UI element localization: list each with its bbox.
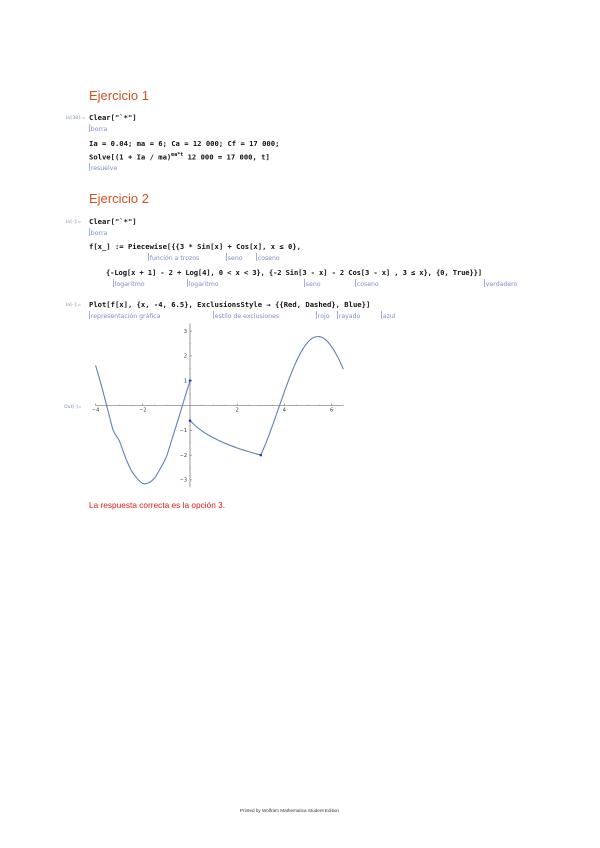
x-tick-label: 4 xyxy=(282,407,286,414)
ejercicio-2-title: Ejercicio 2 xyxy=(89,191,149,206)
hint-borra: borra xyxy=(90,126,108,133)
exclusion-point-2 xyxy=(189,419,192,422)
hint-logaritmo-2: logaritmo xyxy=(188,281,219,288)
hint-resuelve: resuelve xyxy=(90,165,118,172)
hint-borra-2: borra xyxy=(90,230,108,237)
code-line-params[interactable]: Ia = 0.04; ma = 6; Ca = 12 000; Cf = 17 000; xyxy=(89,139,280,148)
input-label: In[-]:= xyxy=(66,220,82,225)
x-tick-label: −4 xyxy=(91,407,100,414)
curve-segment-3 xyxy=(261,336,344,455)
y-tick-label: −2 xyxy=(179,452,187,459)
code-line-piecewise[interactable]: f[x_] := Piecewise[{{3 * Sin[x] + Cos[x], x ≤ 0}, xyxy=(89,242,302,251)
curve-segment-2 xyxy=(190,421,261,455)
input-label: In[38]:= xyxy=(66,116,86,121)
code-line-solve[interactable] xyxy=(89,152,270,161)
hint-rojo: rojo xyxy=(317,313,330,320)
y-tick-label: 2 xyxy=(183,353,187,360)
solve-prefix: Solve[(1 + Ia / ma) xyxy=(89,152,172,162)
hint-estilo-exclusiones: estilo de exclusiones xyxy=(214,313,280,320)
output-label: Out[-]= xyxy=(64,405,82,410)
exclusion-point-3 xyxy=(260,454,263,457)
hint-verdadero: verdadero xyxy=(485,281,518,288)
plot-axes xyxy=(92,324,343,488)
code-line-clear-2[interactable]: Clear["`*"] xyxy=(89,217,137,226)
ejercicio-1-title: Ejercicio 1 xyxy=(89,88,149,103)
code-line-piecewise-cont[interactable]: {-Log[x + 1] - 2 + Log[4], 0 < x < 3}, {-2 Sin[3 - x] - 2 Cos[3 - x] , 3 ≤ x}, {0, True}}] xyxy=(106,268,482,277)
plot-points xyxy=(189,379,262,456)
hint-funcion-a-trozos: función a trozos xyxy=(149,255,200,262)
y-tick-label: 1 xyxy=(183,378,187,385)
y-tick-label: −1 xyxy=(179,428,187,435)
exclusion-point-1 xyxy=(189,379,192,382)
curve-segment-1 xyxy=(96,365,190,483)
hint-representacion-grafica: representación gráfica xyxy=(90,313,161,320)
code-line-plot[interactable]: Plot[f[x], {x, -4, 6.5}, ExclusionsStyle → {{Red, Dashed}, Blue}] xyxy=(89,300,371,309)
y-tick-label: 3 xyxy=(183,328,187,335)
hint-seno-2: seno xyxy=(305,281,321,288)
x-tick-label: −2 xyxy=(139,407,147,414)
hint-logaritmo: logaritmo xyxy=(114,281,145,288)
footer-printed-by: Printed by Wolfram Mathematica Student Edition xyxy=(240,808,339,813)
x-tick-label: 2 xyxy=(235,407,239,414)
plot-curves xyxy=(96,336,344,483)
x-tick-label: 6 xyxy=(330,407,334,414)
input-label: In[-]:= xyxy=(66,303,82,308)
hint-coseno-2: coseno xyxy=(356,281,379,288)
answer-text: La respuesta correcta es la opción 3. xyxy=(89,500,226,510)
code-line-clear[interactable]: Clear["`*"] xyxy=(89,113,137,122)
hint-coseno: coseno xyxy=(257,255,280,262)
hint-azul: azul xyxy=(382,313,396,320)
hint-rayado: rayado xyxy=(338,313,361,320)
solve-exponent: ma*t xyxy=(171,152,184,158)
y-tick-label: −3 xyxy=(179,477,187,484)
hint-seno: seno xyxy=(227,255,243,262)
solve-suffix: 12 000 = 17 000, t] xyxy=(187,152,270,162)
